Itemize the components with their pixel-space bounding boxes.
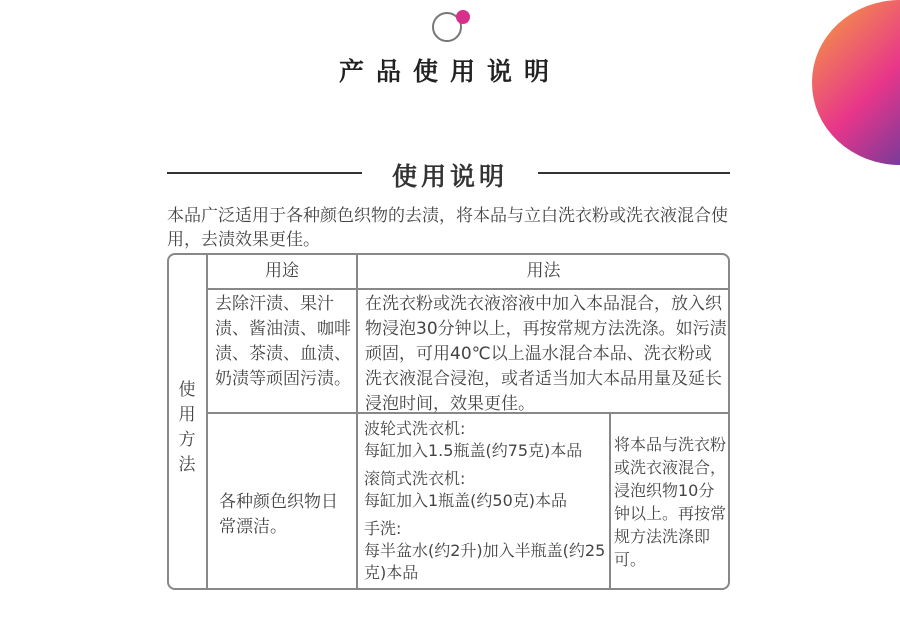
row2-soak: 将本品与洗衣粉或洗衣液混合，浸泡织物10分钟以上。再按常规方法洗涤即可。 [614, 435, 727, 569]
intro-text: 本品广泛适用于各种颜色织物的去渍，将本品与立白洗衣粉或洗衣液混合使用，去渍效果更佳。 [167, 206, 728, 250]
method-text: 每半盆水(约2升)加入半瓶盖(约25克)本品 [364, 541, 606, 582]
machine-methods [364, 418, 608, 584]
row1-use: 去除汗渍、果汁渍、酱油渍、咖啡渍、茶渍、血渍、奶渍等顽固污渍。 [215, 294, 351, 389]
method-title: 手洗: [364, 519, 402, 538]
method-text: 每缸加入1瓶盖(约50克)本品 [364, 491, 568, 510]
section-title: 使用说明 [391, 162, 508, 191]
method-title: 滚筒式洗衣机: [364, 469, 466, 488]
table-divider [609, 413, 611, 589]
method-title: 波轮式洗衣机: [364, 419, 466, 438]
page-title: 产品使用说明 [338, 57, 561, 86]
header-method: 用法 [526, 261, 561, 281]
logo-dot-icon [456, 10, 470, 24]
header-use: 用途 [265, 261, 299, 281]
side-label: 使用方法 [178, 380, 196, 475]
row2-use: 各种颜色织物日常漂洁。 [219, 492, 338, 537]
table-divider [206, 254, 208, 589]
table-divider [207, 288, 729, 290]
divider-right [538, 172, 730, 174]
table-divider [356, 254, 358, 589]
divider-left [167, 172, 362, 174]
row1-method: 在洗衣粉或洗衣液溶液中加入本品混合，放入织物浸泡30分钟以上，再按常规方法洗涤。如污渍顽固，可用40℃以上温水混合本品、洗衣粉或洗衣液混合浸泡，或者适当加大本品用量及延长浸泡时间，效果更佳。 [365, 294, 727, 414]
method-text: 每缸加入1.5瓶盖(约75克)本品 [364, 441, 583, 460]
